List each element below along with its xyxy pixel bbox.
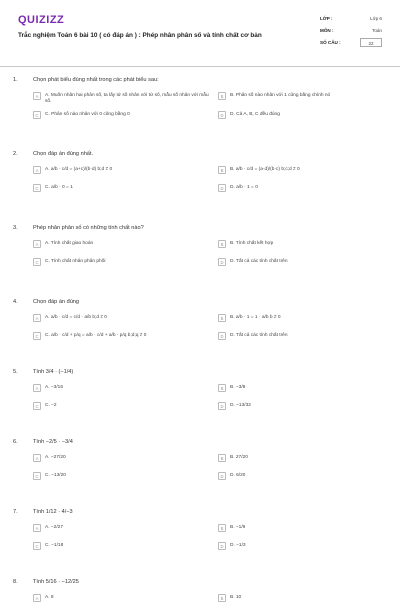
question-number: 4. (13, 299, 18, 305)
answer-option[interactable] (33, 184, 213, 196)
option-letter-box[interactable]: B (218, 92, 226, 100)
answer-options (33, 524, 400, 560)
option-letter-box[interactable]: A (33, 454, 41, 462)
option-letter-box[interactable]: C (33, 184, 41, 192)
question-item (0, 366, 400, 420)
option-letter-box[interactable]: A (33, 594, 41, 602)
answer-option[interactable] (33, 542, 213, 554)
question-header (0, 74, 400, 86)
option-letter-box[interactable]: C (33, 111, 41, 119)
answer-option[interactable] (33, 314, 213, 326)
answer-option[interactable] (218, 332, 398, 344)
option-text: A. −27/20 (45, 455, 66, 460)
question-item (0, 436, 400, 490)
answer-option[interactable] (33, 454, 213, 466)
option-letter-box[interactable]: C (33, 472, 41, 480)
meta-label: MÔN : (320, 27, 334, 33)
meta-row-subject (320, 24, 382, 36)
answer-option[interactable] (33, 594, 213, 606)
option-letter-box[interactable]: D (218, 258, 226, 266)
question-header (0, 222, 400, 234)
meta-label: SỐ CÂU : (320, 39, 341, 45)
answer-options (33, 92, 400, 129)
option-text: A. Tính chất giao hoán (45, 241, 94, 246)
question-number: 3. (13, 225, 18, 231)
option-letter-box[interactable]: D (218, 542, 226, 550)
question-number: 1. (13, 77, 18, 83)
option-text: A. −3/16 (45, 385, 64, 390)
answer-option[interactable] (33, 472, 213, 484)
option-text: C. Tính chất nhân phân phối (45, 259, 106, 264)
question-item (0, 506, 400, 560)
question-number: 6. (13, 439, 18, 445)
option-letter-box[interactable]: A (33, 240, 41, 248)
option-letter-box[interactable]: B (218, 454, 226, 462)
option-text: A. Muốn nhân hai phân số, ta lấy tử số nhân với tử số, mẫu số nhân với mẫu số. (45, 93, 209, 104)
option-text: D. Tất cả các tính chất trên (230, 333, 288, 338)
option-letter-box[interactable]: A (33, 92, 41, 100)
answer-option[interactable] (33, 92, 213, 105)
question-text: Tính 1/12 · 4/−3 (33, 509, 73, 515)
answer-option[interactable] (33, 240, 213, 252)
meta-value-box: 22 (360, 38, 382, 47)
meta-label: LỚP : (320, 15, 333, 21)
answer-option[interactable] (218, 258, 398, 270)
option-text: C. −13/20 (45, 473, 66, 478)
question-item (0, 74, 400, 129)
question-text: Tính −2/5 · −3/4 (33, 439, 73, 445)
answer-option[interactable] (33, 111, 213, 123)
option-letter-box[interactable]: A (33, 524, 41, 532)
option-letter-box[interactable]: C (33, 542, 41, 550)
option-letter-box[interactable]: B (218, 240, 226, 248)
answer-options (33, 594, 400, 612)
option-letter-box[interactable]: B (218, 384, 226, 392)
question-text: Chọn đáp án đúng nhất. (33, 151, 94, 157)
answer-options (33, 240, 400, 276)
question-text: Phép nhân phân số có những tính chất nào? (33, 225, 144, 231)
option-text: B. −3/8 (230, 385, 246, 390)
question-header (0, 148, 400, 160)
option-letter-box[interactable]: C (33, 258, 41, 266)
answer-option[interactable] (218, 472, 398, 484)
option-letter-box[interactable]: C (33, 402, 41, 410)
question-item (0, 296, 400, 350)
question-header (0, 296, 400, 308)
option-letter-box[interactable]: D (218, 402, 226, 410)
answer-options (33, 166, 400, 202)
answer-options (33, 454, 400, 490)
option-text: D. Tất cả các tính chất trên (230, 259, 288, 264)
option-text: B. 27/20 (230, 455, 248, 460)
page-title: Trắc nghiệm Toán 6 bài 10 ( có đáp án ) : Phép nhân phân số và tính chất cơ bản (18, 32, 262, 39)
question-number: 2. (13, 151, 18, 157)
option-letter-box[interactable]: A (33, 166, 41, 174)
question-header (0, 506, 400, 518)
option-text: D. −13/32 (230, 403, 251, 408)
question-text: Chọn đáp án đúng (33, 299, 80, 305)
answer-option[interactable] (218, 402, 398, 414)
answer-option[interactable] (218, 314, 398, 326)
option-letter-box[interactable]: D (218, 184, 226, 192)
question-header (0, 366, 400, 378)
option-text: C. −2 (45, 403, 57, 408)
answer-option[interactable] (218, 594, 398, 606)
option-letter-box[interactable]: D (218, 111, 226, 119)
answer-options (33, 314, 400, 350)
answer-option[interactable] (218, 454, 398, 466)
question-text: Chọn phát biểu đúng nhất trong các phát biểu sau: (33, 77, 159, 83)
option-text: B. −1/9 (230, 525, 246, 530)
option-letter-box[interactable]: D (218, 332, 226, 340)
option-letter-box[interactable]: C (33, 332, 41, 340)
answer-option[interactable] (33, 166, 213, 178)
answer-option[interactable] (33, 524, 213, 536)
meta-panel (320, 12, 382, 48)
option-letter-box[interactable]: B (218, 524, 226, 532)
option-text: A. a/b · c/d = (a+c)/(b·d) b;d ≠ 0 (45, 167, 113, 172)
answer-option[interactable] (218, 240, 398, 252)
quizizz-logo[interactable]: QUIZIZZ (18, 14, 65, 26)
answer-option[interactable] (33, 258, 213, 270)
question-number: 8. (13, 579, 18, 585)
option-text: D. Cả A, B, C đều đúng (230, 112, 280, 117)
question-number: 7. (13, 509, 18, 515)
option-text: C. a/b · c/d + p/q = a/b · c/d + a/b · p/q b;d;q ≠ 0 (45, 333, 147, 338)
option-text: A. a/b · c/d = c/d · a/b b;d ≠ 0 (45, 315, 107, 320)
option-letter-box[interactable]: B (218, 314, 226, 322)
option-letter-box[interactable]: D (218, 472, 226, 480)
option-text: B. 10 (230, 595, 242, 600)
option-text: D. a/b · 1 = 0 (230, 185, 258, 190)
answer-option[interactable] (218, 111, 398, 123)
option-letter-box[interactable]: B (218, 594, 226, 602)
document-header (0, 0, 400, 66)
option-text: C. Phân số nào nhân với 0 cũng bằng 0 (45, 112, 130, 117)
option-text: B. Tính chất kết hợp (230, 241, 274, 246)
answer-option[interactable] (33, 332, 213, 344)
question-item (0, 576, 400, 612)
option-text: C. −1/18 (45, 543, 64, 548)
answer-option[interactable] (218, 166, 398, 178)
meta-value: Toán (372, 27, 382, 33)
question-item (0, 148, 400, 202)
answer-option[interactable] (33, 384, 213, 396)
option-letter-box[interactable]: A (33, 314, 41, 322)
answer-options (33, 384, 400, 420)
meta-row-count (320, 36, 382, 48)
question-text: Tính 5/16 · −12/25 (33, 579, 79, 585)
option-text: B. a/b · c/d = (a·d)/(b·c) b;c;d ≠ 0 (230, 167, 300, 172)
option-letter-box[interactable]: B (218, 166, 226, 174)
option-text: B. Phân số nào nhân với 1 cũng bằng chính nó (230, 93, 331, 98)
option-text: C. a/b · 0 = 1 (45, 185, 73, 190)
question-text: Tính 3/4 · (−1/4) (33, 369, 74, 375)
answer-option[interactable] (33, 402, 213, 414)
option-text: D. −1/3 (230, 543, 246, 548)
question-header (0, 576, 400, 588)
option-text: A. −2/27 (45, 525, 64, 530)
option-text: D. 6/20 (230, 473, 246, 478)
option-text: A. 8 (45, 595, 54, 600)
option-letter-box[interactable]: A (33, 384, 41, 392)
question-header (0, 436, 400, 448)
header-divider (0, 66, 400, 67)
answer-option[interactable] (218, 524, 398, 536)
answer-option[interactable] (218, 184, 398, 196)
meta-value: Lớp 6 (370, 15, 382, 21)
answer-option[interactable] (218, 542, 398, 554)
question-number: 5. (13, 369, 18, 375)
answer-option[interactable] (218, 92, 398, 105)
answer-option[interactable] (218, 384, 398, 396)
meta-row-grade (320, 12, 382, 24)
option-text: B. a/b · 1 = 1 · a/b b ≠ 0 (230, 315, 281, 320)
question-item (0, 222, 400, 276)
